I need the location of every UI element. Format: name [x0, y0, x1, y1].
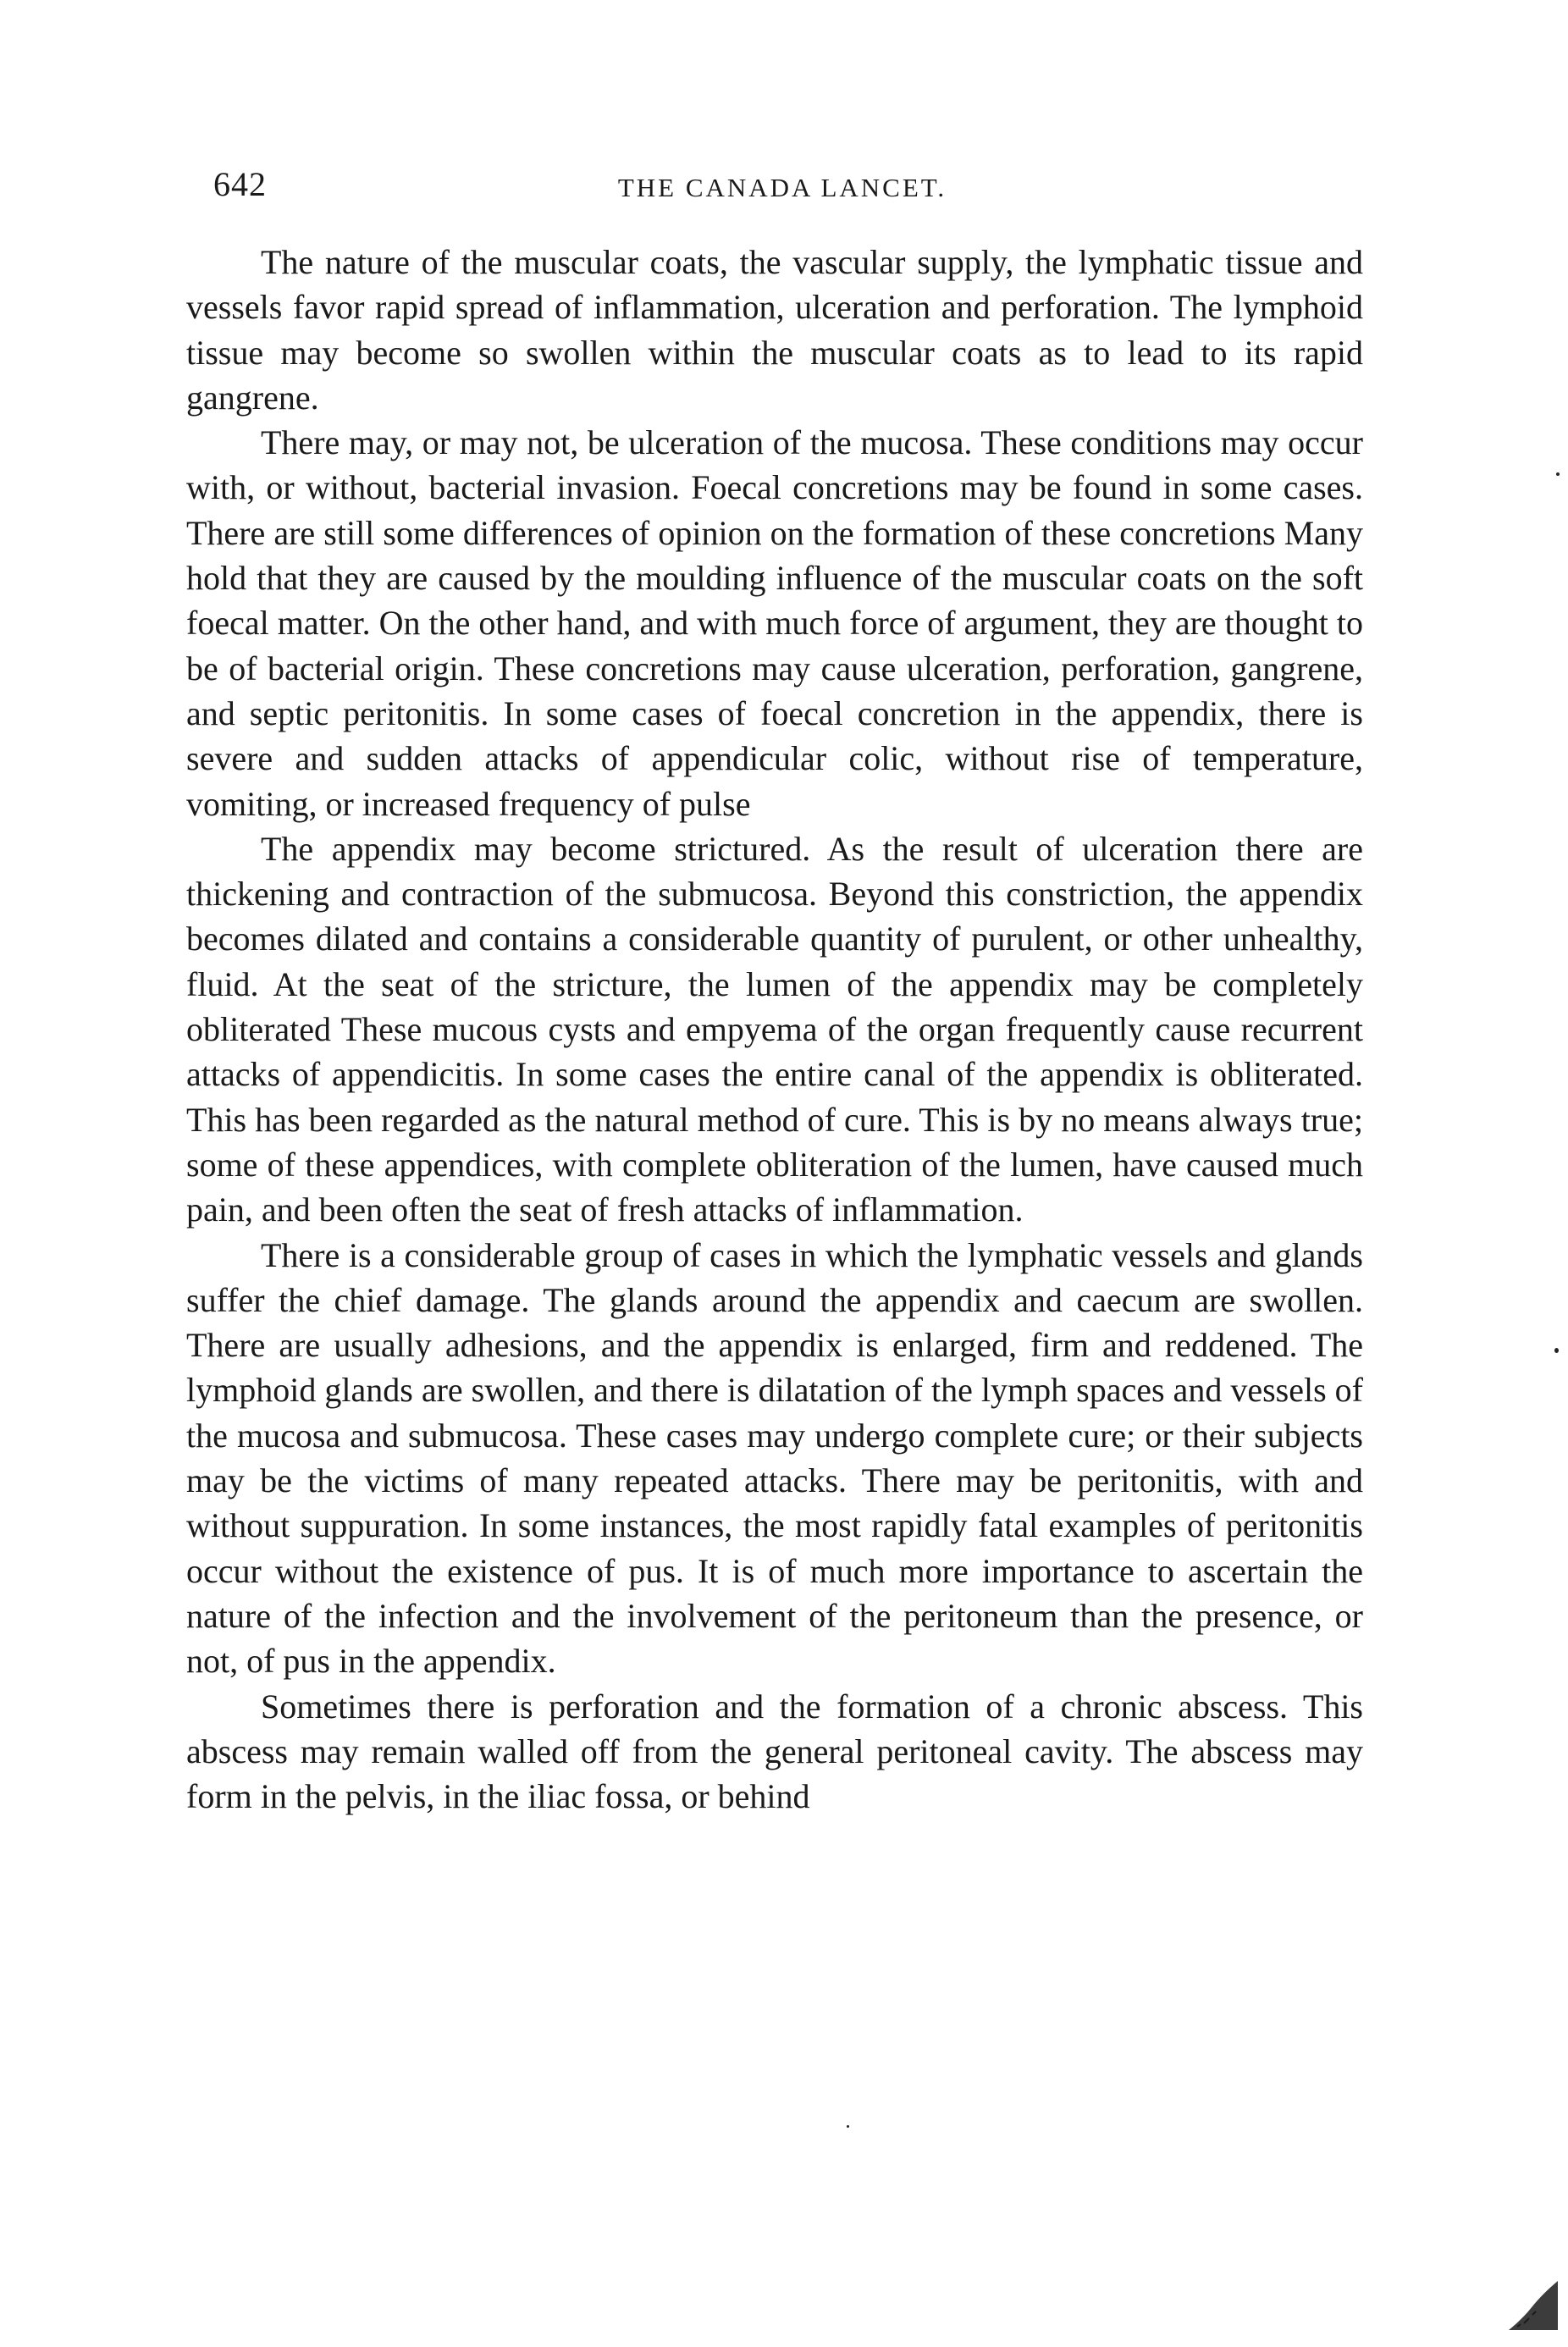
paragraph-4: There is a considerable group of cases in which the lymphatic vessels and glands suffer the chief damage. The glands around the appendix and caecum are swollen. There are usually adhesions, and the appendix is enlarged, firm and reddened. The lymphoid glands are swollen, and there is dilatation of the lymph spaces and vessels of the mucosa and submucosa. These cases may undergo complete cure; or their subjects may be the victims of many repeated attacks. There may be peritonitis, with and without suppuration. In some instances, the most rapidly fatal examples of peritonitis occur without the existence of pus. It is of much more importance to ascertain the nature of the infection and the involvement of the peritoneum than the presence, or not, of pus in the appendix. — [186, 1235, 1363, 1681]
page-number: 642 — [213, 165, 267, 203]
article-body — [186, 240, 1363, 1819]
paragraph-2: There may, or may not, be ulceration of the mucosa. These conditions may occur with, or without, bacterial invasion. Foecal concretions may be found in some cases. There are still some differences of opinion on the formation of these concretions Many hold that they are caused by the moulding influence of the muscular coats on the soft foecal matter. On the other hand, and with much force of argument, they are thought to be of bacterial origin. These concretions may cause ulceration, perforation, gangrene, and septic peritonitis. In some cases of foecal concretion in the appendix, there is severe and sudden attacks of appendicular colic, without rise of temperature, vomiting, or increased frequency of pulse — [186, 423, 1363, 823]
running-head — [188, 159, 1377, 210]
paragraph-1: The nature of the muscular coats, the vascular supply, the lymphatic tissue and vessels favor rapid spread of inflammation, ulceration and perforation. The lymphoid tissue may become so swollen within the muscular coats as to lead to its rapid gangrene. — [186, 243, 1363, 417]
journal-title: THE CANADA LANCET. — [617, 173, 947, 202]
scan-speck — [1556, 472, 1560, 476]
scan-speck — [1554, 1348, 1559, 1353]
paragraph-5: Sometimes there is perforation and the formation of a chronic abscess. This abscess may remain walled off from the general peritoneal cavity. The abscess may form in the pelvis, in the iliac fossa, or behind — [186, 1687, 1363, 1816]
paragraph-3: The appendix may become strictured. As the result of ulceration there are thickening and contraction of the submucosa. Beyond this constriction, the appendix becomes dilated and contains a considerable quantity of purulent, or other unhealthy, fluid. At the seat of the stricture, the lumen of the appendix may be completely obliterated These mucous cysts and empyema of the organ frequently cause recurrent attacks of appendicitis. In some cases the entire canal of the appendix is obliterated. This has been regarded as the natural method of cure. This is by no means always true; some of these appendices, with complete obliteration of the lumen, have caused much pain, and been often the seat of fresh attacks of inflammation. — [186, 829, 1363, 1229]
scan-smudge-icon — [1507, 2278, 1558, 2330]
scan-speck — [847, 2125, 849, 2128]
